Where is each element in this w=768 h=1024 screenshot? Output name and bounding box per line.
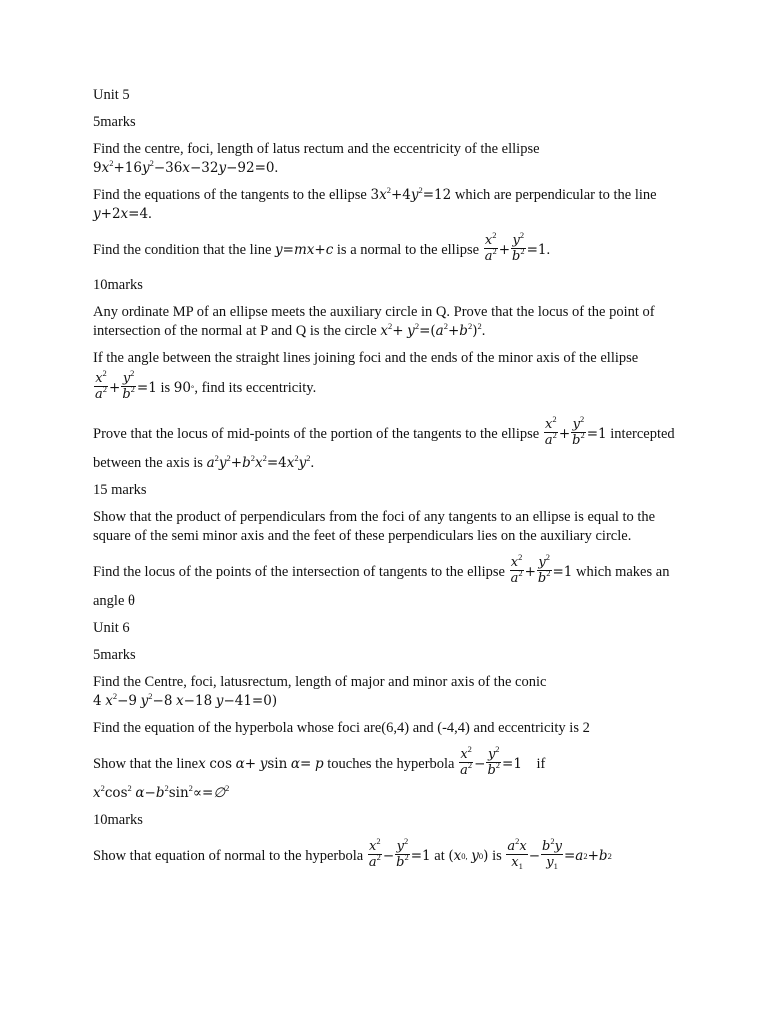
fraction-b2y-y1: $\frac{b^2y}{y_1}$ <box>542 835 562 871</box>
unit5-q7-text: Show that the product of perpendiculars from the foci of any tangents to an ellipse is equal to the square of the semi minor axis and the feet of these perpendiculars lies on the auxiliary circle. <box>93 509 656 544</box>
fraction-x2-a2: $\frac{x^2}{a^2}$ <box>510 551 523 586</box>
unit5-q8: Find the locus of the points of the intersection of tangents to the ellipse $\frac{x^2}{a^2}$ + $\frac{y^2}{b^2}$ =1 which makes an <box>93 551 670 586</box>
unit5-q4-text-a: Any ordinate MP of an ellipse meets the auxiliary circle in Q. Prove that the locus of the point of <box>93 304 655 320</box>
unit5-marks5-heading: 5marks <box>93 114 136 130</box>
unit5-q6-text-b: intercepted <box>610 425 675 442</box>
unit5-q6: Prove that the locus of mid-points of the portion of the tangents to the ellipse $\frac{x^2}{a^2}$ + $\frac{y^2}{b^2}$ =1 intercepted <box>93 413 675 448</box>
unit5-q4: intersection of the normal at P and Q is the circle $x^2+ y^2=(a^2+b^2)^2$. <box>93 321 486 339</box>
fraction-y2-b2: $\frac{y^2}{b^2}$ <box>512 229 525 264</box>
unit5-q6-line2: between the axis is $a^2y^2+b^2x^2=4x^2y^2$. <box>93 453 315 471</box>
unit6-q4-text-a: Show that equation of normal to the hyperbola <box>93 847 364 864</box>
document-page <box>93 86 683 876</box>
unit5-q5-text-c: , find its eccentricity. <box>194 379 317 396</box>
unit5-q8-text-c: angle θ <box>93 593 135 609</box>
fraction-y2-b2: $\frac{y^2}{b^2}$ <box>122 367 135 402</box>
fraction-x2-a2: $\frac{x^2}{a^2}$ <box>484 229 497 264</box>
unit5-q5-text-b: is <box>160 379 171 396</box>
unit5-q4-text-b: intersection of the normal at P and Q is the circle <box>93 323 377 339</box>
fraction-y2-b2: $\frac{y^2}{b^2}$ <box>537 551 551 586</box>
unit5-q1-text: Find the centre, foci, length of latus rectum and the eccentricity of the ellipse <box>93 141 540 157</box>
unit6-q3-text-b: touches the hyperbola <box>327 755 455 772</box>
fraction-x2-a2: $\frac{x^2}{a^2}$ <box>368 835 381 870</box>
unit5-q5: $\frac{x^2}{a^2}$ + $\frac{y^2}{b^2}$ =1 is 90 ° , find its eccentricity. <box>95 367 317 402</box>
unit6-heading: Unit 6 <box>93 620 130 636</box>
unit6-q3: Show that the line x cos α + y sin α = p touches the hyperbola $\frac{x^2}{a^2}$ − $\frac{y^2}{b^2}$ =1 if <box>93 743 546 778</box>
unit5-marks15-heading: 15 marks <box>93 482 147 498</box>
unit5-q2-line-equation: y+2x=4. <box>93 206 152 222</box>
unit5-q2: Find the equations of the tangents to the ellipse $3x^2+4y^2=12$ which are perpendicular to the line <box>93 185 657 203</box>
fraction-y2-b2: $\frac{y^2}{b^2}$ <box>572 413 585 448</box>
unit5-q3-text-b: is a normal to the ellipse <box>336 241 480 258</box>
fraction-a2x-x1: $\frac{a^2x}{x_1}$ <box>507 835 527 871</box>
fraction-y2-b2: $\frac{y^2}{b^2}$ <box>487 743 501 778</box>
unit6-q4: Show that equation of normal to the hyperbola $\frac{x^2}{a^2}$ − $\frac{y^2}{b^2}$ =1 at ( x 0, y 0 ) is $\frac{a^2x}{x_1}$ − $\frac{b^2y}{y_1}$ = a 2 + b 2 <box>93 835 612 871</box>
unit5-q8-text-a: Find the locus of the points of the intersection of tangents to the ellipse <box>93 563 505 580</box>
unit5-q2-text-a: Find the equations of the tangents to the ellipse <box>93 187 367 203</box>
fraction-y2-b2: $\frac{y^2}{b^2}$ <box>396 835 409 870</box>
unit6-marks5-heading: 5marks <box>93 647 136 663</box>
unit6-q2-text: Find the equation of the hyperbola whose foci are(6,4) and (-4,4) and eccentricity is 2 <box>93 720 590 736</box>
unit5-marks10-heading: 10marks <box>93 277 143 293</box>
unit5-q6-text-c: between the axis is <box>93 455 203 471</box>
unit5-q3-text-a: Find the condition that the line <box>93 241 272 258</box>
unit5-heading: Unit 5 <box>93 87 130 103</box>
fraction-x2-a2: $\frac{x^2}{a^2}$ <box>460 743 473 778</box>
unit6-q3-condition: $x^2\cos^2$ $\alpha-b^2\sin^2\propto=\emptyset^2$ <box>93 783 230 801</box>
unit6-marks10-heading: 10marks <box>93 812 143 828</box>
unit5-q8-text-b: which makes an <box>576 563 670 580</box>
unit6-q1-equation: 4 $x^2-9$ $y^2-8$ x−18 y−41=0) <box>93 691 278 709</box>
fraction-x2-a2: $\frac{x^2}{a^2}$ <box>544 413 557 448</box>
unit5-q2-text-b: which are perpendicular to the line <box>454 187 657 203</box>
fraction-x2-a2: $\frac{x^2}{a^2}$ <box>95 367 108 402</box>
unit6-q3-text-c: if <box>536 755 546 772</box>
unit5-q5-text-a: If the angle between the straight lines joining foci and the ends of the minor axis of the ellipse <box>93 350 639 366</box>
unit5-q1-equation: $9x^2+16y^2-36x-32y-92=0$. <box>93 158 279 176</box>
unit5-q6-text-a: Prove that the locus of mid-points of the portion of the tangents to the ellipse <box>93 425 540 442</box>
unit6-q3-text-a: Show that the line <box>93 755 199 772</box>
unit6-q1-text: Find the Centre, foci, latusrectum, length of major and minor axis of the conic <box>93 674 547 690</box>
unit6-q4-text-c: is <box>492 847 502 864</box>
unit6-q4-text-b: at <box>434 847 445 864</box>
unit5-q3: Find the condition that the line y = mx + c is a normal to the ellipse $\frac{x^2}{a^2}$ + $\frac{y^2}{b^2}$ =1 . <box>93 229 551 264</box>
